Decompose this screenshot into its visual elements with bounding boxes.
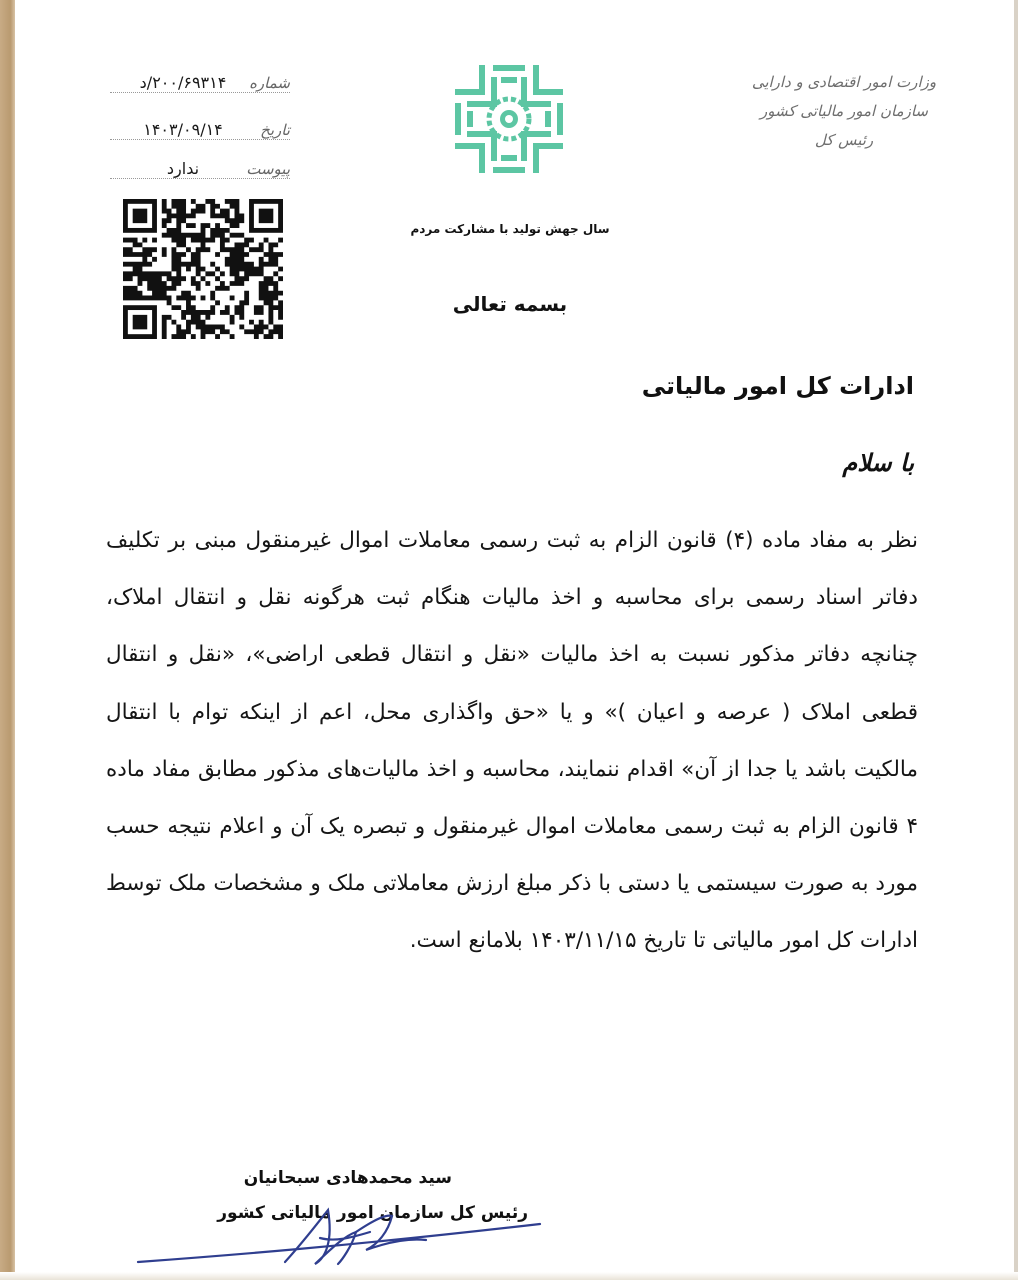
handwritten-signature [130, 1180, 550, 1275]
bismillah-heading: بسمه تعالی [452, 292, 568, 316]
tax-organization-emblem-icon [452, 62, 566, 176]
year-slogan: سال جهش تولید با مشارکت مردم [410, 222, 610, 236]
letter-date-row [110, 117, 290, 140]
letter-number-row [110, 70, 290, 93]
ministry-line-1: وزارت امور اقتصادی و دارایی [751, 73, 937, 91]
signer-title: رئیس کل سازمان امور مالیاتی کشور [217, 1203, 528, 1223]
ministry-header [734, 68, 954, 155]
letter-greeting: با سلام [842, 448, 914, 477]
letter-addressee: ادارات کل امور مالیاتی [641, 372, 914, 400]
paper-edge-left [0, 0, 15, 1280]
ministry-line-3: رئیس کل [814, 131, 874, 149]
letter-attachment-value: ندارد [166, 159, 200, 178]
letter-date-value: ۱۴۰۳/۰۹/۱۴ [143, 120, 223, 139]
letter-body: نظر به مفاد ماده (۴) قانون الزام به ثبت رسمی معاملات اموال غیرمنقول مبنی بر تکلیف دفاتر اسناد رسمی برای محاسبه و اخذ مالیات هنگام ثبت هرگونه نقل و انتقال املاک، چنانچه دفاتر مذکور نسبت به اخذ مالیات «نقل و انتقال قطعی اراضی»، «نقل و انتقال قطعی املاک ( عرصه و اعیان )» و یا «حق واگذاری محل، اعم از اینکه توام با انتقال مالکیت باشد یا جدا از آن» اقدام ننمایند، محاسبه و اخذ مالیات‌های مذکور مطابق مفاد ماده ۴ قانون الزام به ثبت رسمی معاملات اموال غیرمنقول و تبصره یک آن و اعلام نتیجه حسب مورد به صورت سیستمی یا دستی با ذکر مبلغ ارزش معاملاتی ملک و مشخصات ملک توسط ادارات کل امور مالیاتی تا تاریخ ۱۴۰۳/۱۱/۱۵ بلامانع است. [106, 528, 918, 954]
letter-attachment-label: پیوست [246, 160, 290, 178]
letter-number-value: ۲۰۰/۶۹۳۱۴/د [139, 73, 227, 92]
qr-code-icon [123, 199, 283, 339]
letter-attachment-row [110, 156, 290, 179]
paper-edge-bottom [0, 1272, 1018, 1280]
letter-date-label: تاریخ [260, 121, 290, 139]
letter-number-label: شماره [249, 74, 290, 92]
signer-name: سید محمدهادی سبحانیان [243, 1168, 452, 1188]
ministry-line-2: سازمان امور مالیاتی کشور [760, 102, 928, 120]
paper-edge-right [1014, 0, 1018, 1280]
